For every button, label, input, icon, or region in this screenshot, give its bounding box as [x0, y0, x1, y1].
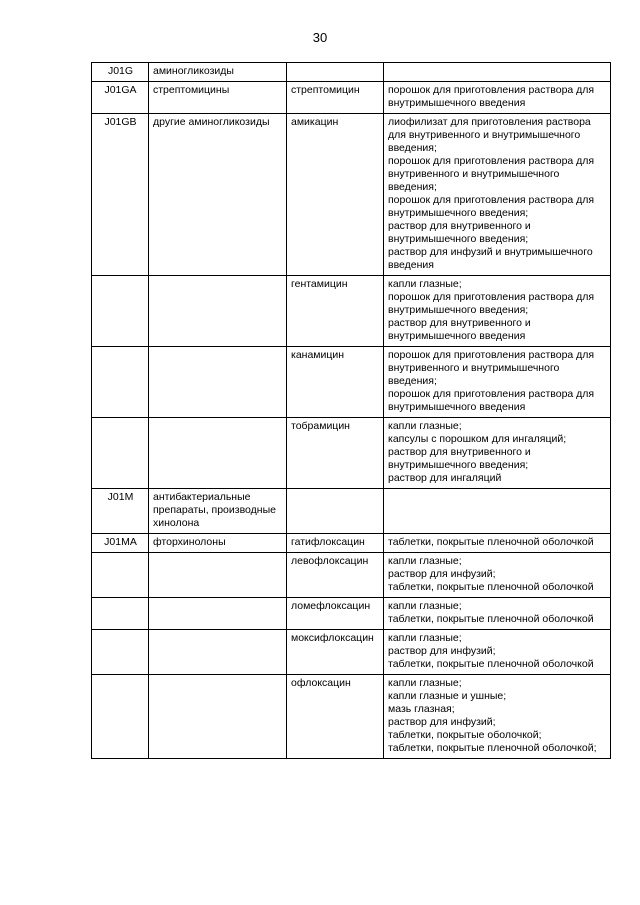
table-row	[92, 675, 611, 759]
table-row	[92, 347, 611, 418]
drug-name: амикацин	[287, 114, 384, 276]
group-name: фторхинолоны	[149, 534, 287, 553]
group-name	[149, 553, 287, 598]
atc-code: J01GB	[92, 114, 149, 276]
group-name	[149, 347, 287, 418]
dosage-forms	[384, 63, 611, 82]
atc-code: J01M	[92, 489, 149, 534]
table-row	[92, 276, 611, 347]
drug-name	[287, 489, 384, 534]
drug-table	[91, 62, 611, 759]
atc-code	[92, 553, 149, 598]
drug-name: моксифлоксацин	[287, 630, 384, 675]
table-row	[92, 553, 611, 598]
dosage-forms: капли глазные; раствор для инфузий; таблетки, покрытые пленочной оболочкой	[384, 630, 611, 675]
group-name: аминогликозиды	[149, 63, 287, 82]
drug-name: офлоксацин	[287, 675, 384, 759]
drug-name: стрептомицин	[287, 82, 384, 114]
atc-code	[92, 675, 149, 759]
table-row	[92, 489, 611, 534]
group-name	[149, 418, 287, 489]
drug-name: ломефлоксацин	[287, 598, 384, 630]
atc-code: J01GA	[92, 82, 149, 114]
table-row	[92, 598, 611, 630]
atc-code	[92, 347, 149, 418]
dosage-forms: капли глазные; таблетки, покрытые пленочной оболочкой	[384, 598, 611, 630]
table-row	[92, 418, 611, 489]
atc-code: J01MA	[92, 534, 149, 553]
table-row	[92, 114, 611, 276]
dosage-forms: порошок для приготовления раствора для внутримышечного введения	[384, 82, 611, 114]
group-name: антибактериальные препараты, производные хинолона	[149, 489, 287, 534]
dosage-forms: капли глазные; капли глазные и ушные; мазь глазная; раствор для инфузий; таблетки, покрытые оболочкой; таблетки, покрытые пленочной оболочкой;	[384, 675, 611, 759]
drug-name: тобрамицин	[287, 418, 384, 489]
table-row	[92, 630, 611, 675]
group-name	[149, 276, 287, 347]
dosage-forms: капли глазные; капсулы с порошком для ингаляций; раствор для внутривенного и внутримышечного введения; раствор для ингаляций	[384, 418, 611, 489]
atc-code: J01G	[92, 63, 149, 82]
dosage-forms	[384, 489, 611, 534]
group-name: стрептомицины	[149, 82, 287, 114]
drug-name	[287, 63, 384, 82]
atc-code	[92, 630, 149, 675]
dosage-forms: лиофилизат для приготовления раствора для внутривенного и внутримышечного введения; порошок для приготовления раствора для внутривенного и внутримышечного введения; порошок для приготовления раствора для внутримышечного введения; раствор для внутривенного и внутримышечного введения; раствор для инфузий и внутримышечного введения	[384, 114, 611, 276]
group-name	[149, 598, 287, 630]
atc-code	[92, 276, 149, 347]
dosage-forms: таблетки, покрытые пленочной оболочкой	[384, 534, 611, 553]
drug-name: гентамицин	[287, 276, 384, 347]
dosage-forms: капли глазные; порошок для приготовления раствора для внутримышечного введения; раствор для внутривенного и внутримышечного введения	[384, 276, 611, 347]
atc-code	[92, 598, 149, 630]
drug-name: канамицин	[287, 347, 384, 418]
table-row	[92, 82, 611, 114]
table-row	[92, 63, 611, 82]
drug-name: гатифлоксацин	[287, 534, 384, 553]
table-row	[92, 534, 611, 553]
atc-code	[92, 418, 149, 489]
group-name	[149, 675, 287, 759]
page-number: 30	[312, 30, 328, 45]
group-name: другие аминогликозиды	[149, 114, 287, 276]
drug-name: левофлоксацин	[287, 553, 384, 598]
dosage-forms: порошок для приготовления раствора для внутривенного и внутримышечного введения; порошок для приготовления раствора для внутримышечного введения	[384, 347, 611, 418]
group-name	[149, 630, 287, 675]
dosage-forms: капли глазные; раствор для инфузий; таблетки, покрытые пленочной оболочкой	[384, 553, 611, 598]
